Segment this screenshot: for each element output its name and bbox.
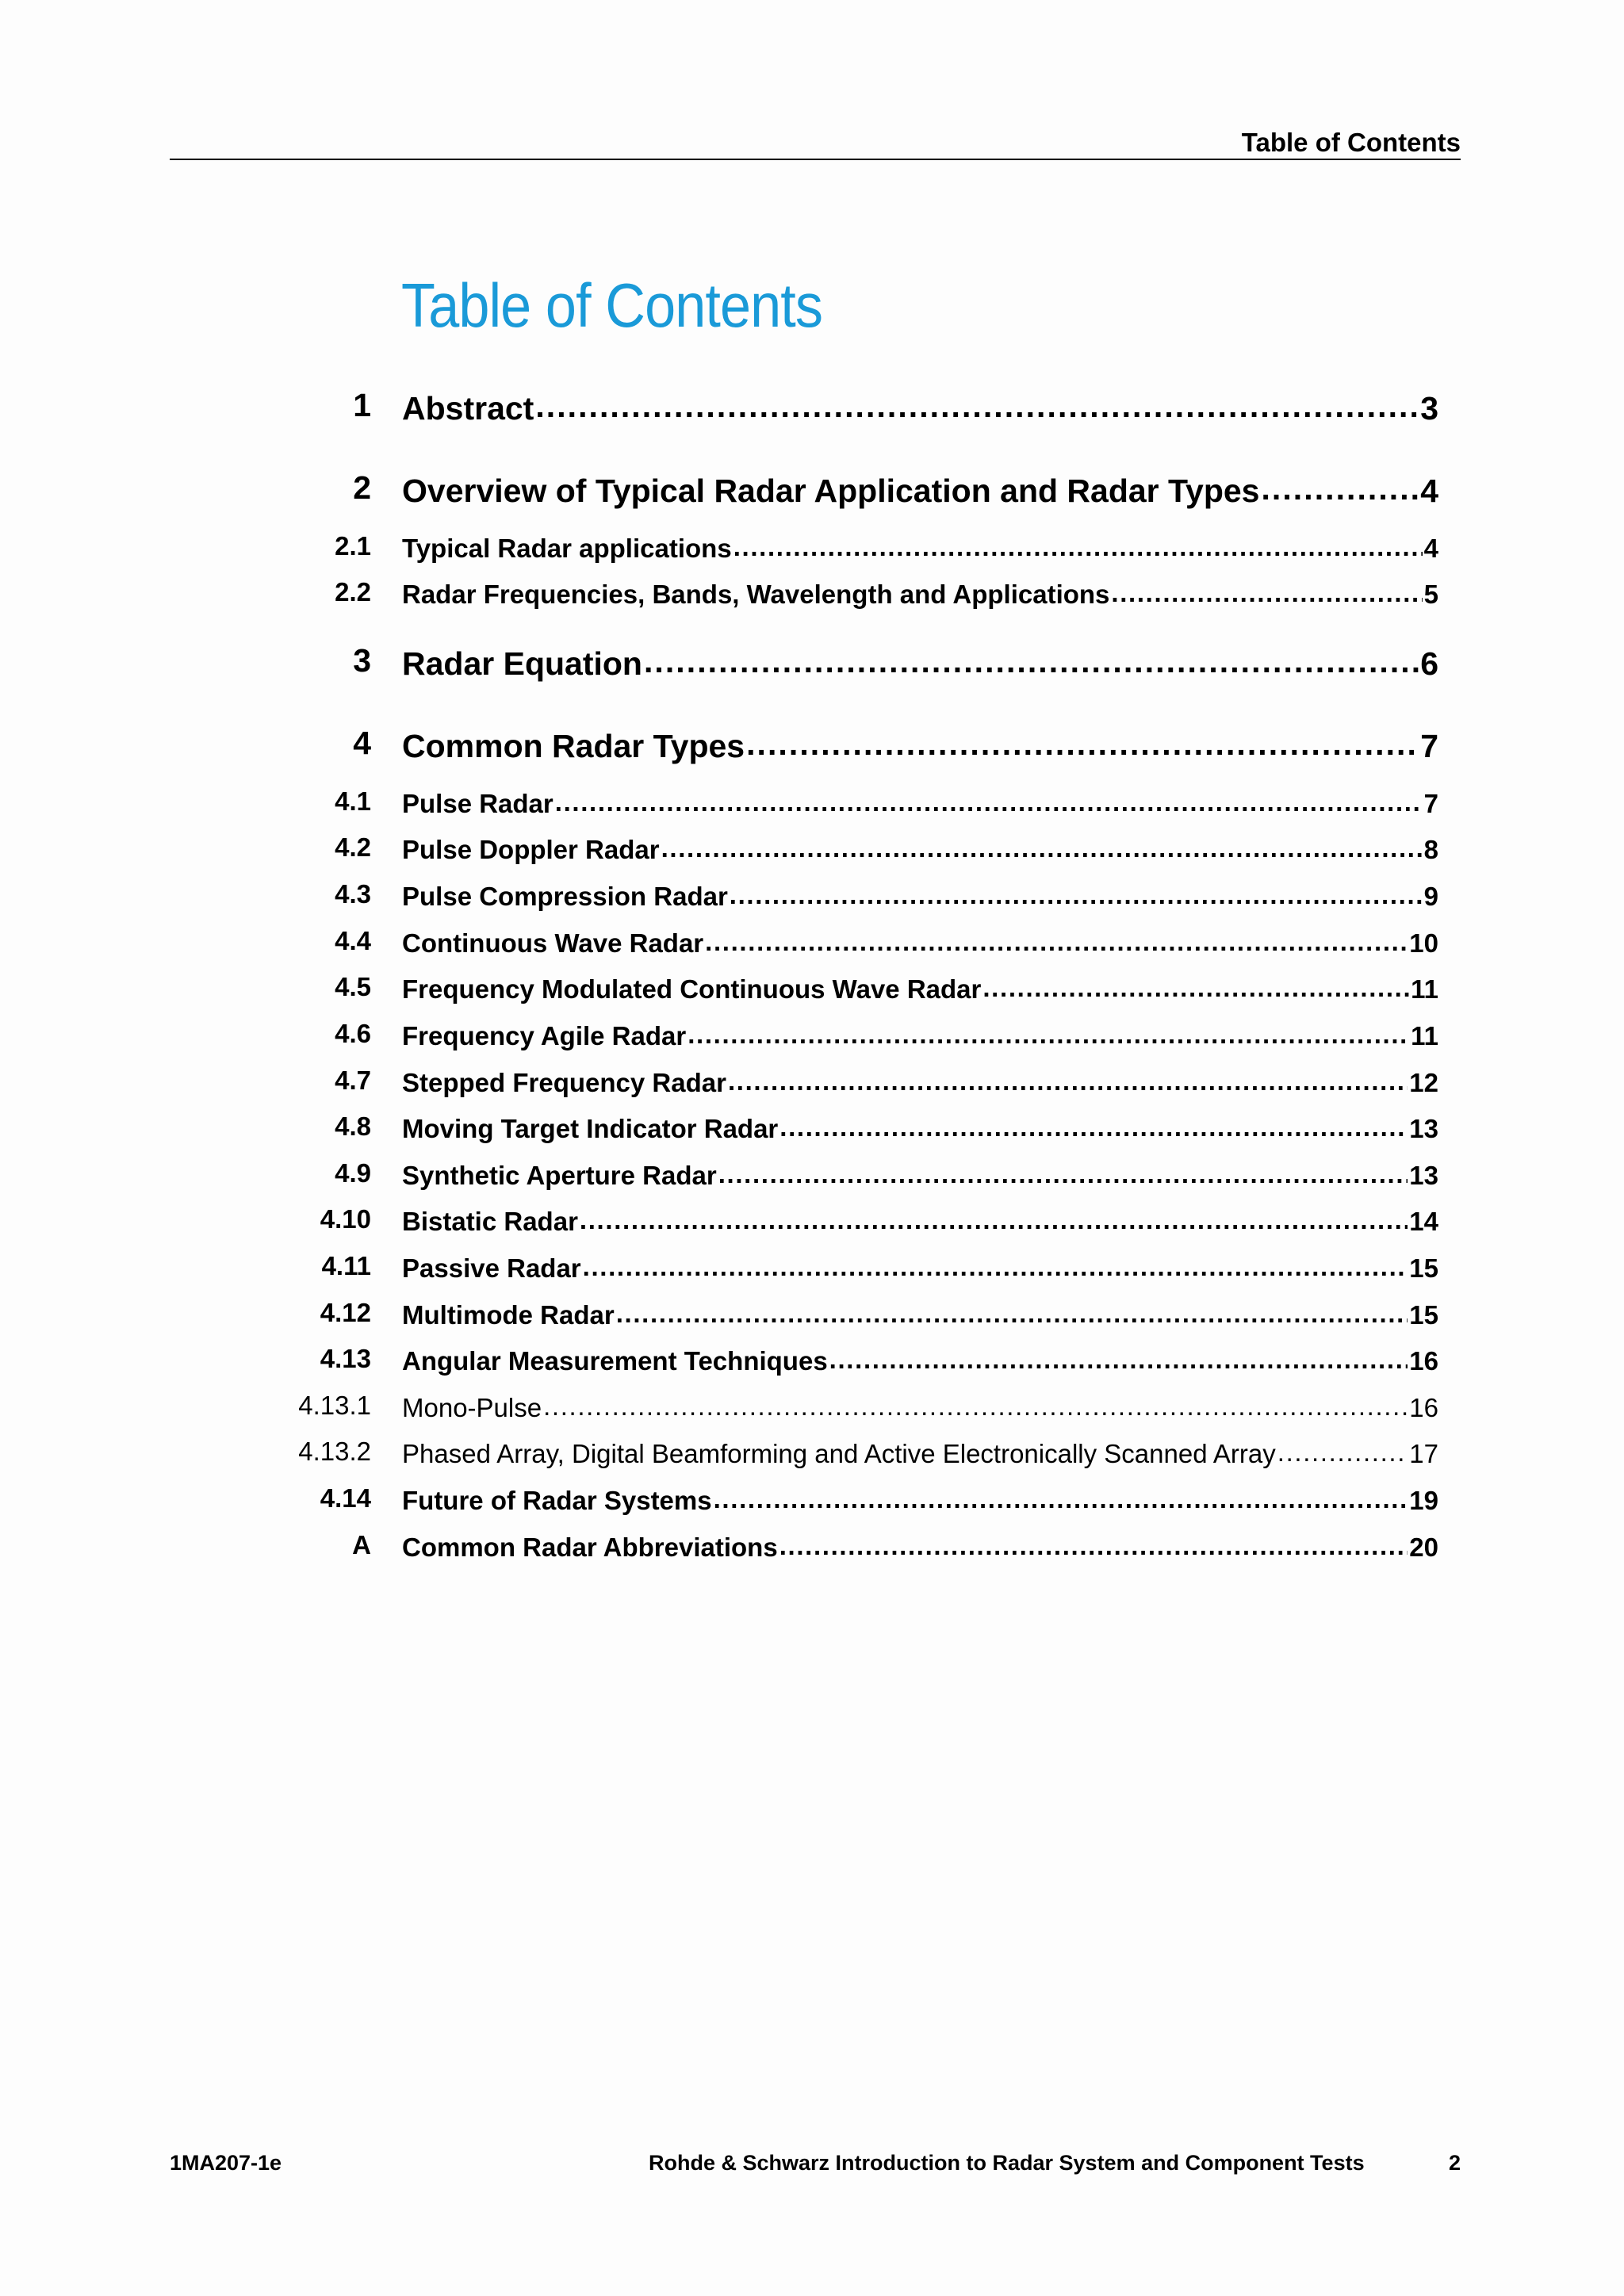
toc-entry-label: Radar Frequencies, Bands, Wavelength and Applications: [402, 580, 1110, 609]
page-header: [170, 127, 1461, 160]
dot-leader: [535, 387, 1419, 419]
toc-entry-link[interactable]: [402, 1204, 1438, 1237]
dot-leader: [616, 1298, 1408, 1324]
toc-entry-label: Abstract: [402, 390, 534, 427]
footer-doc-id: 1MA207-1e: [170, 2151, 282, 2175]
toc-entry-link[interactable]: [402, 1112, 1438, 1144]
toc-entry-label: Frequency Agile Radar: [402, 1021, 687, 1050]
toc-entry-page: 4: [1423, 534, 1438, 563]
dot-leader: [982, 972, 1409, 998]
toc-entry-page: 11: [1411, 1021, 1438, 1050]
toc-entry-label: Pulse Doppler Radar: [402, 835, 660, 864]
dot-leader: [583, 1251, 1408, 1277]
toc-entry-number: 4.11: [321, 1251, 371, 1280]
footer-page-number: 2: [1448, 2151, 1461, 2175]
toc-entry-label: Stepped Frequency Radar: [402, 1068, 726, 1097]
dot-leader: [1277, 1437, 1408, 1463]
footer-title: Rohde & Schwarz Introduction to Radar System and Component Tests: [649, 2151, 1365, 2175]
dot-leader: [688, 1019, 1409, 1045]
toc-entry-page: 6: [1420, 645, 1438, 682]
toc-entry-number: 4: [353, 725, 371, 761]
toc-entry-page: 7: [1423, 789, 1438, 818]
toc-entry-link[interactable]: [402, 786, 1438, 819]
toc-entry-label: Frequency Modulated Continuous Wave Radar: [402, 974, 982, 1004]
toc-entry-page: 13: [1409, 1161, 1438, 1190]
dot-leader: [580, 1204, 1408, 1230]
toc-entry-number: 3: [353, 642, 371, 679]
toc-entry-page: 19: [1409, 1486, 1438, 1515]
toc-entry-number: 4.1: [335, 786, 371, 816]
toc-entry-label: Radar Equation: [402, 645, 642, 682]
dot-leader: [555, 786, 1423, 813]
toc-entry-page: 10: [1409, 928, 1438, 958]
toc-entry-number: 4.13: [320, 1344, 371, 1373]
toc-entry-label: Common Radar Types: [402, 728, 745, 764]
toc-entry-page: 5: [1423, 580, 1438, 609]
toc-entry-page: 20: [1409, 1533, 1438, 1562]
toc-entry-link[interactable]: [402, 577, 1438, 610]
toc-entry-label: Overview of Typical Radar Application and Radar Types: [402, 473, 1260, 509]
toc-entry-page: 15: [1409, 1253, 1438, 1283]
toc-entry-number: 4.12: [320, 1298, 371, 1327]
toc-entry-link[interactable]: [402, 531, 1438, 564]
toc-entry-label: Common Radar Abbreviations: [402, 1533, 778, 1562]
toc-entry-link[interactable]: [402, 879, 1438, 912]
toc-entry-link[interactable]: [402, 1019, 1438, 1051]
running-header-title: Table of Contents: [1241, 128, 1461, 157]
dot-leader: [733, 531, 1423, 557]
toc-entry-number: 1: [353, 387, 371, 423]
toc-entry-page: 3: [1420, 390, 1438, 427]
toc-entry-label: Pulse Compression Radar: [402, 882, 728, 911]
toc-entry-page: 16: [1409, 1393, 1438, 1422]
toc-entry-number: 4.13.2: [298, 1437, 371, 1466]
toc-entry-number: 4.7: [335, 1066, 371, 1095]
toc-entry-link[interactable]: [402, 1158, 1438, 1191]
dot-leader: [829, 1344, 1408, 1370]
toc-entry-label: Multimode Radar: [402, 1300, 615, 1330]
toc-entry-link[interactable]: [402, 832, 1438, 865]
toc-entry-page: 8: [1423, 835, 1438, 864]
toc-entry-link[interactable]: [402, 1483, 1438, 1516]
toc-entry-number: 2.1: [335, 531, 371, 561]
toc-entry-label: Future of Radar Systems: [402, 1486, 712, 1515]
toc-entry-page: 11: [1411, 974, 1438, 1004]
toc-entry-page: 7: [1420, 728, 1438, 764]
toc-entry-number: 4.13.1: [298, 1391, 371, 1420]
toc-entry-label: Angular Measurement Techniques: [402, 1346, 828, 1376]
toc-entry-label: Typical Radar applications: [402, 534, 732, 563]
dot-leader: [705, 926, 1408, 952]
dot-leader: [728, 1066, 1408, 1092]
toc-entry-link[interactable]: [402, 1530, 1438, 1563]
dot-leader: [746, 725, 1419, 757]
toc-entry-page: 15: [1409, 1300, 1438, 1330]
dot-leader: [779, 1112, 1408, 1138]
dot-leader: [661, 832, 1423, 859]
toc-entry-page: 9: [1423, 882, 1438, 911]
dot-leader: [644, 642, 1419, 675]
toc-entry-page: 4: [1420, 473, 1438, 509]
toc-entry-number: 4.4: [335, 926, 371, 955]
dot-leader: [779, 1530, 1408, 1556]
toc-entry-link[interactable]: [402, 1391, 1438, 1423]
dot-leader: [1261, 469, 1419, 502]
toc-entry-number: 4.9: [335, 1158, 371, 1188]
toc-entry-number: 4.10: [320, 1204, 371, 1234]
toc-entry-number: 2: [353, 469, 371, 506]
toc-entry-link[interactable]: [402, 1344, 1438, 1376]
dot-leader: [1111, 577, 1422, 603]
toc-entry-link[interactable]: [402, 469, 1438, 510]
toc-entry-link[interactable]: [402, 642, 1438, 683]
toc-entry-number: A: [352, 1530, 371, 1559]
toc-entry-label: Phased Array, Digital Beamforming and Active Electronically Scanned Array: [402, 1439, 1276, 1468]
toc-entry-label: Mono-Pulse: [402, 1393, 542, 1422]
toc-entry-link[interactable]: [402, 1251, 1438, 1284]
toc-entry-page: 16: [1409, 1346, 1438, 1376]
toc-entry-number: 4.2: [335, 832, 371, 862]
toc-entry-page: 12: [1409, 1068, 1438, 1097]
dot-leader: [730, 879, 1423, 905]
dot-leader: [718, 1158, 1408, 1184]
toc-entry-link[interactable]: [402, 926, 1438, 959]
toc-entry-label: Synthetic Aperture Radar: [402, 1161, 717, 1190]
dot-leader: [543, 1391, 1408, 1417]
toc-entry-page: 13: [1409, 1114, 1438, 1143]
toc-entry-link[interactable]: [402, 1066, 1438, 1098]
toc-entry-number: 4.8: [335, 1112, 371, 1141]
toc-entry-link[interactable]: [402, 1298, 1438, 1330]
toc-entry-link[interactable]: [402, 387, 1438, 427]
toc-entry-label: Continuous Wave Radar: [402, 928, 704, 958]
toc-entry-number: 2.2: [335, 577, 371, 607]
dot-leader: [714, 1483, 1408, 1510]
toc-entry-link[interactable]: [402, 972, 1438, 1004]
toc-entry-label: Pulse Radar: [402, 789, 553, 818]
toc-entry-number: 4.3: [335, 879, 371, 909]
toc-entry-number: 4.6: [335, 1019, 371, 1048]
page-title: Table of Contents: [401, 270, 823, 340]
toc-entry-link[interactable]: [402, 725, 1438, 765]
toc-entry-label: Bistatic Radar: [402, 1207, 578, 1236]
toc-entry-page: 14: [1409, 1207, 1438, 1236]
toc-entry-label: Moving Target Indicator Radar: [402, 1114, 779, 1143]
toc-entry-label: Passive Radar: [402, 1253, 581, 1283]
toc-entry-link[interactable]: [402, 1437, 1438, 1469]
toc-entry-number: 4.14: [320, 1483, 371, 1513]
toc-entry-page: 17: [1409, 1439, 1438, 1468]
toc-entry-number: 4.5: [335, 972, 371, 1001]
